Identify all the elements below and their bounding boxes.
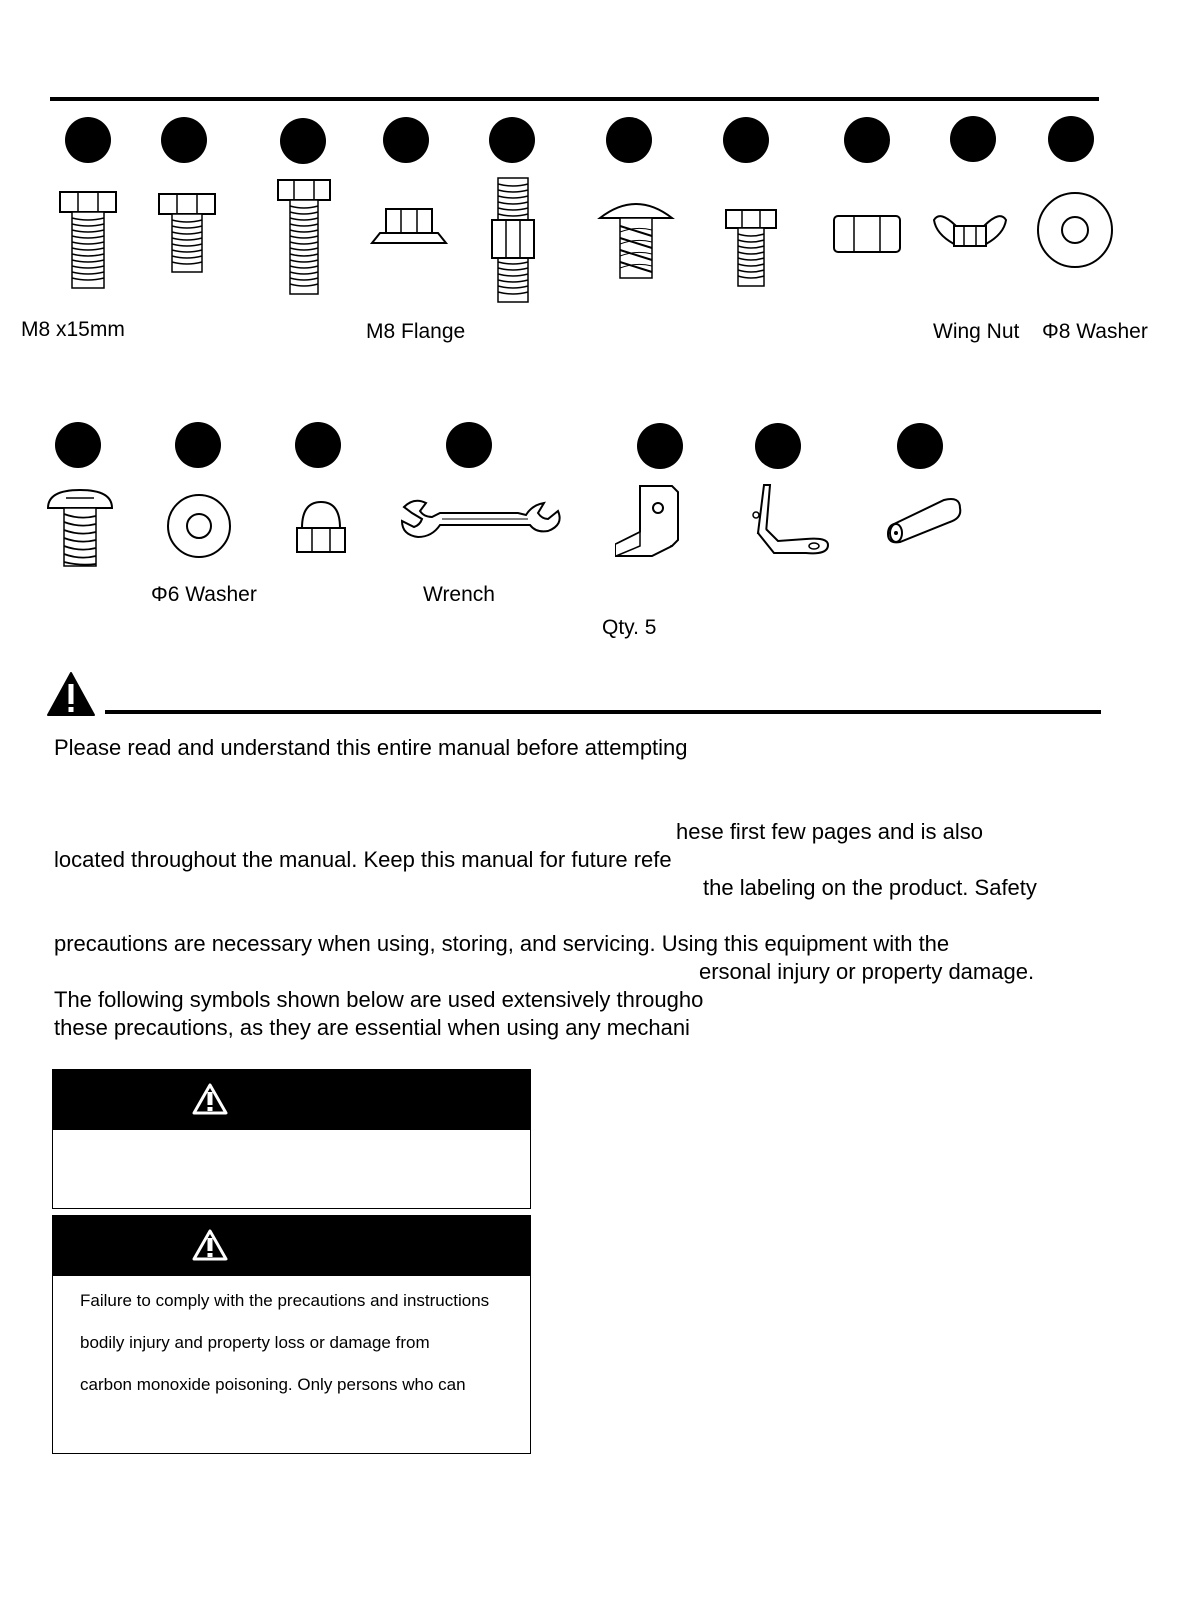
part-marker	[383, 117, 429, 163]
hex-bolt-icon	[58, 190, 118, 290]
danger-box-header	[53, 1070, 530, 1130]
safety-rule	[105, 710, 1101, 714]
part-label-flange-nut: M8 Flange	[366, 320, 466, 343]
safety-text-line: Please read and understand this entire manual before attempting	[54, 735, 688, 760]
part-marker	[606, 117, 652, 163]
wing-nut-icon	[930, 208, 1010, 252]
part-marker	[161, 117, 207, 163]
warning-box	[52, 1215, 531, 1454]
part-label-hex-bolt: M8 x15mm	[21, 318, 125, 341]
alert-triangle-icon	[191, 1228, 229, 1262]
acorn-nut-icon	[294, 500, 348, 554]
carriage-bolt-icon	[596, 196, 676, 280]
part-label-washer-8: Φ8 Washer	[1042, 320, 1148, 343]
danger-box	[52, 1069, 531, 1209]
part-label-quantity: Qty. 5	[602, 616, 657, 639]
flange-nut-icon	[370, 207, 448, 247]
washer-icon	[1035, 190, 1115, 270]
part-label-wing-nut: Wing Nut	[933, 320, 1020, 343]
part-marker	[55, 422, 101, 468]
part-marker	[844, 117, 890, 163]
safety-text-line: ersonal injury or property damage.	[699, 959, 1035, 984]
pan-head-screw-icon	[46, 486, 114, 568]
hex-bolt-long-icon	[276, 178, 332, 296]
part-marker	[723, 117, 769, 163]
part-marker	[950, 116, 996, 162]
hex-bolt-icon	[157, 192, 217, 274]
top-rule	[50, 97, 1099, 101]
part-marker	[446, 422, 492, 468]
pin-icon	[884, 496, 964, 546]
safety-text-line: The following symbols shown below are used extensively througho	[54, 987, 704, 1012]
safety-text-line: these precautions, as they are essential when using any mechani	[54, 1015, 690, 1040]
part-marker	[637, 423, 683, 469]
threaded-coupler-icon	[490, 176, 536, 304]
angled-bracket-icon	[744, 481, 834, 561]
part-marker	[489, 117, 535, 163]
warning-text-line: Failure to comply with the precautions and instructions	[80, 1291, 490, 1310]
warning-triangle-icon	[46, 671, 96, 717]
warning-text-line: carbon monoxide poisoning. Only persons who can	[80, 1375, 466, 1394]
part-label-wrench: Wrench	[423, 583, 495, 606]
washer-icon	[166, 493, 232, 559]
part-marker	[1048, 116, 1094, 162]
part-marker	[295, 422, 341, 468]
l-bracket-icon	[610, 482, 680, 562]
warning-box-header	[53, 1216, 530, 1276]
wrench-icon	[398, 497, 562, 541]
hex-nut-icon	[832, 214, 902, 254]
safety-text-line: located throughout the manual. Keep this manual for future refe	[54, 847, 672, 872]
alert-triangle-icon	[191, 1082, 229, 1116]
safety-text-line: precautions are necessary when using, storing, and servicing. Using this equipment with the	[54, 931, 950, 956]
part-marker	[755, 423, 801, 469]
part-marker	[897, 423, 943, 469]
part-marker	[280, 118, 326, 164]
hex-bolt-small-icon	[722, 208, 780, 288]
part-label-washer-6: Φ6 Washer	[151, 583, 257, 606]
part-marker	[65, 117, 111, 163]
warning-text-line: bodily injury and property loss or damage from	[80, 1333, 430, 1352]
safety-text-line: hese first few pages and is also	[676, 819, 983, 844]
part-marker	[175, 422, 221, 468]
safety-text-line: the labeling on the product. Safety	[703, 875, 1037, 900]
